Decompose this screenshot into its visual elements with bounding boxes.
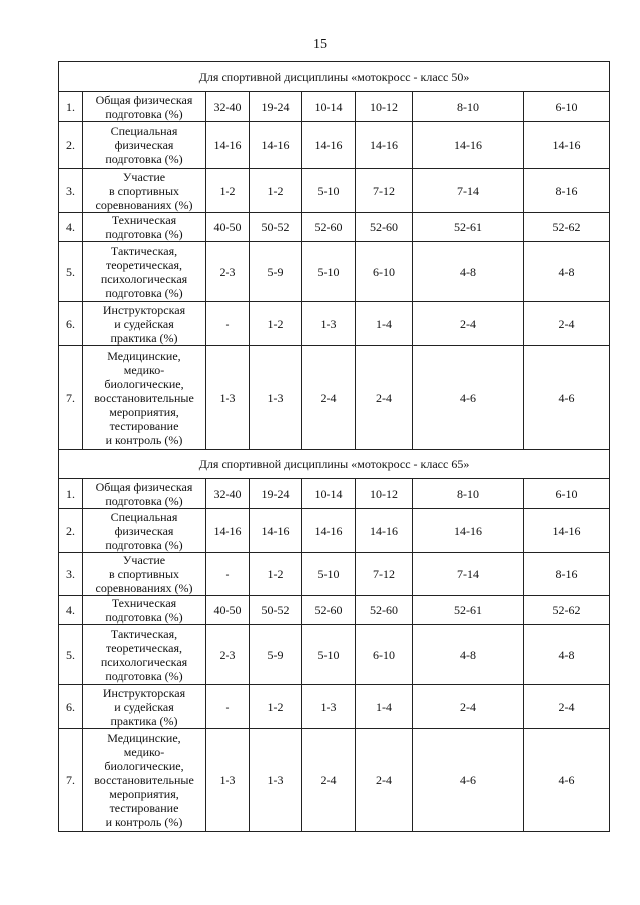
value-cell: 6-10: [356, 242, 413, 302]
value-cell: 14-16: [250, 509, 302, 553]
value-cell: 2-4: [356, 346, 413, 450]
value-cell: 2-4: [524, 302, 610, 346]
row-label: Инструкторская и судейская практика (%): [83, 302, 206, 346]
value-cell: 4-8: [413, 242, 524, 302]
table-row: [59, 242, 610, 302]
value-cell: 1-2: [250, 553, 302, 596]
value-cell: 4-8: [524, 625, 610, 685]
value-cell: 5-10: [302, 169, 356, 213]
row-number: 1.: [59, 479, 83, 509]
row-number: 4.: [59, 213, 83, 242]
value-cell: 10-14: [302, 92, 356, 122]
table-row: [59, 122, 610, 169]
value-cell: 52-61: [413, 213, 524, 242]
value-cell: 5-10: [302, 242, 356, 302]
value-cell: 40-50: [206, 596, 250, 625]
value-cell: 7-12: [356, 553, 413, 596]
value-cell: -: [206, 553, 250, 596]
table-row: [59, 625, 610, 685]
section-title: Для спортивной дисциплины «мотокросс - класс 65»: [59, 450, 610, 479]
row-label: Техническая подготовка (%): [83, 596, 206, 625]
value-cell: 10-12: [356, 479, 413, 509]
value-cell: 40-50: [206, 213, 250, 242]
value-cell: 14-16: [206, 509, 250, 553]
row-number: 6.: [59, 302, 83, 346]
row-number: 3.: [59, 169, 83, 213]
value-cell: 1-2: [250, 302, 302, 346]
table-row: [59, 729, 610, 832]
value-cell: 52-62: [524, 213, 610, 242]
value-cell: 6-10: [524, 92, 610, 122]
value-cell: 8-16: [524, 169, 610, 213]
value-cell: 1-2: [250, 169, 302, 213]
value-cell: 10-12: [356, 92, 413, 122]
value-cell: 5-9: [250, 625, 302, 685]
value-cell: 14-16: [302, 122, 356, 169]
value-cell: 10-14: [302, 479, 356, 509]
row-label: Инструкторская и судейская практика (%): [83, 685, 206, 729]
section-header-row: [59, 62, 610, 92]
value-cell: 1-3: [302, 302, 356, 346]
value-cell: -: [206, 685, 250, 729]
row-number: 3.: [59, 553, 83, 596]
value-cell: 2-4: [524, 685, 610, 729]
row-number: 7.: [59, 346, 83, 450]
row-label: Общая физическая подготовка (%): [83, 92, 206, 122]
value-cell: 2-4: [413, 685, 524, 729]
value-cell: 7-14: [413, 169, 524, 213]
row-number: 5.: [59, 242, 83, 302]
value-cell: 1-2: [206, 169, 250, 213]
row-label: Тактическая, теоретическая, психологическая подготовка (%): [83, 625, 206, 685]
table-row: [59, 92, 610, 122]
value-cell: 8-10: [413, 92, 524, 122]
value-cell: 14-16: [413, 122, 524, 169]
row-label: Медицинские, медико- биологические, восстановительные мероприятия, тестирование и контроль (%): [83, 346, 206, 450]
value-cell: 2-4: [302, 729, 356, 832]
value-cell: 52-60: [302, 596, 356, 625]
row-label: Техническая подготовка (%): [83, 213, 206, 242]
training-ratio-table: [58, 61, 610, 832]
value-cell: 50-52: [250, 596, 302, 625]
value-cell: 4-8: [524, 242, 610, 302]
row-label: Участие в спортивных соревнованиях (%): [83, 169, 206, 213]
value-cell: 14-16: [356, 122, 413, 169]
row-label: Специальная физическая подготовка (%): [83, 122, 206, 169]
row-label: Медицинские, медико- биологические, восстановительные мероприятия, тестирование и контроль (%): [83, 729, 206, 832]
value-cell: 52-60: [302, 213, 356, 242]
value-cell: 19-24: [250, 92, 302, 122]
value-cell: 2-3: [206, 625, 250, 685]
value-cell: 52-60: [356, 596, 413, 625]
value-cell: 14-16: [206, 122, 250, 169]
value-cell: 5-10: [302, 553, 356, 596]
row-number: 6.: [59, 685, 83, 729]
table-row: [59, 479, 610, 509]
row-number: 1.: [59, 92, 83, 122]
table-row: [59, 169, 610, 213]
row-label: Тактическая, теоретическая, психологическая подготовка (%): [83, 242, 206, 302]
value-cell: 1-4: [356, 302, 413, 346]
table-row: [59, 553, 610, 596]
value-cell: 1-3: [206, 729, 250, 832]
value-cell: 14-16: [524, 122, 610, 169]
row-number: 4.: [59, 596, 83, 625]
value-cell: 1-3: [302, 685, 356, 729]
value-cell: 8-16: [524, 553, 610, 596]
row-label: Общая физическая подготовка (%): [83, 479, 206, 509]
row-label: Специальная физическая подготовка (%): [83, 509, 206, 553]
value-cell: 4-6: [413, 346, 524, 450]
value-cell: 4-6: [413, 729, 524, 832]
value-cell: 4-6: [524, 346, 610, 450]
row-number: 2.: [59, 509, 83, 553]
value-cell: 1-2: [250, 685, 302, 729]
value-cell: 2-4: [356, 729, 413, 832]
value-cell: 32-40: [206, 92, 250, 122]
value-cell: 2-4: [413, 302, 524, 346]
value-cell: 52-62: [524, 596, 610, 625]
value-cell: 14-16: [250, 122, 302, 169]
value-cell: 1-3: [250, 729, 302, 832]
value-cell: 52-60: [356, 213, 413, 242]
table-row: [59, 685, 610, 729]
section-title: Для спортивной дисциплины «мотокросс - класс 50»: [59, 62, 610, 92]
value-cell: 4-6: [524, 729, 610, 832]
value-cell: 32-40: [206, 479, 250, 509]
table-row: [59, 302, 610, 346]
value-cell: 8-10: [413, 479, 524, 509]
page-number: 15: [313, 37, 327, 52]
value-cell: 1-3: [206, 346, 250, 450]
value-cell: 6-10: [524, 479, 610, 509]
value-cell: 5-10: [302, 625, 356, 685]
value-cell: 2-4: [302, 346, 356, 450]
value-cell: 14-16: [356, 509, 413, 553]
value-cell: 50-52: [250, 213, 302, 242]
value-cell: 2-3: [206, 242, 250, 302]
table-row: [59, 596, 610, 625]
value-cell: 6-10: [356, 625, 413, 685]
value-cell: -: [206, 302, 250, 346]
value-cell: 7-12: [356, 169, 413, 213]
value-cell: 4-8: [413, 625, 524, 685]
value-cell: 19-24: [250, 479, 302, 509]
section-header-row: [59, 450, 610, 479]
table-row: [59, 509, 610, 553]
table-row: [59, 213, 610, 242]
value-cell: 14-16: [413, 509, 524, 553]
value-cell: 7-14: [413, 553, 524, 596]
row-number: 7.: [59, 729, 83, 832]
row-number: 2.: [59, 122, 83, 169]
row-label: Участие в спортивных соревнованиях (%): [83, 553, 206, 596]
value-cell: 52-61: [413, 596, 524, 625]
value-cell: 1-3: [250, 346, 302, 450]
value-cell: 14-16: [302, 509, 356, 553]
value-cell: 5-9: [250, 242, 302, 302]
value-cell: 14-16: [524, 509, 610, 553]
value-cell: 1-4: [356, 685, 413, 729]
row-number: 5.: [59, 625, 83, 685]
table-row: [59, 346, 610, 450]
